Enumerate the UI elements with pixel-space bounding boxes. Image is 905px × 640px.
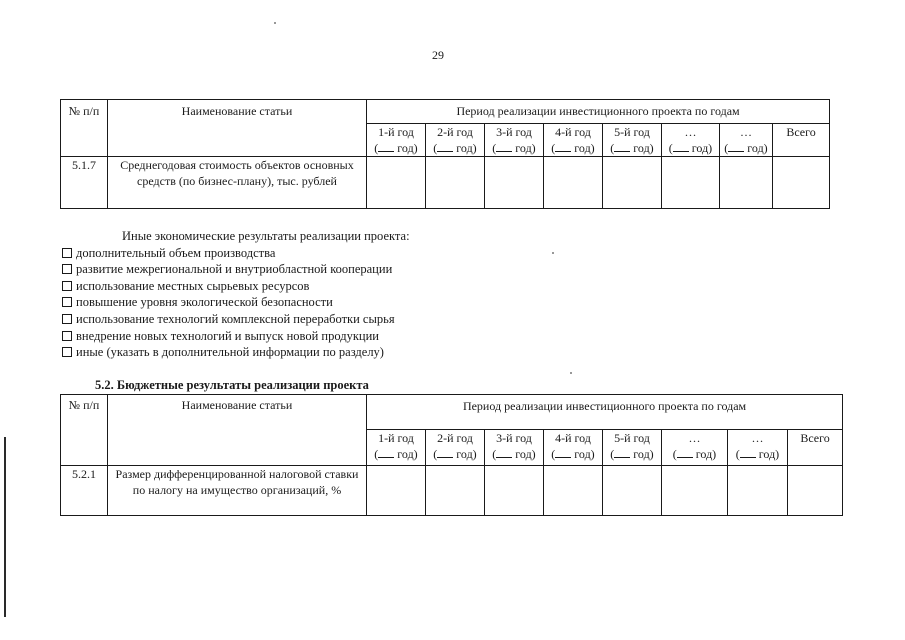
checkbox-item bbox=[62, 294, 410, 311]
data-cell bbox=[603, 466, 662, 516]
year-open: ( bbox=[672, 447, 677, 461]
scan-speck bbox=[274, 22, 276, 24]
year-header bbox=[367, 124, 426, 157]
data-cell bbox=[367, 157, 426, 209]
year-blank bbox=[555, 446, 571, 458]
year-label: … bbox=[684, 125, 697, 139]
year-close: год) bbox=[633, 447, 654, 461]
col-no-header: № п/п bbox=[61, 395, 108, 466]
year-blank bbox=[614, 140, 630, 152]
year-blank bbox=[614, 446, 630, 458]
row-name: Размер дифференцированной налоговой ставки по налогу на имущество организаций, % bbox=[108, 466, 367, 516]
checkbox[interactable] bbox=[62, 347, 72, 357]
year-open: ( bbox=[433, 141, 438, 155]
year-label: 1-й год bbox=[378, 431, 414, 445]
year-open: ( bbox=[610, 141, 615, 155]
year-blank bbox=[378, 140, 394, 152]
total-header: Всего bbox=[788, 430, 843, 466]
year-open: ( bbox=[492, 141, 497, 155]
checkbox-label: дополнительный объем производства bbox=[76, 245, 276, 260]
year-header bbox=[544, 124, 603, 157]
year-header bbox=[720, 124, 773, 157]
year-header bbox=[662, 430, 728, 466]
checkbox-item bbox=[62, 278, 410, 295]
row-name: Среднегодовая стоимость объектов основных средств (по бизнес-плану), тыс. рублей bbox=[108, 157, 367, 209]
checkbox[interactable] bbox=[62, 264, 72, 274]
checkbox-label: внедрение новых технологий и выпуск новой продукции bbox=[76, 328, 379, 343]
total-header: Всего bbox=[773, 124, 830, 157]
scan-margin-line bbox=[4, 437, 6, 617]
year-close: год) bbox=[397, 447, 418, 461]
col-name-header: Наименование статьи bbox=[108, 395, 367, 466]
year-open: ( bbox=[492, 447, 497, 461]
data-cell bbox=[426, 466, 485, 516]
year-open: ( bbox=[551, 447, 556, 461]
year-header bbox=[603, 124, 662, 157]
year-blank bbox=[673, 140, 689, 152]
year-close: год) bbox=[515, 141, 536, 155]
data-cell bbox=[773, 157, 830, 209]
checkbox[interactable] bbox=[62, 297, 72, 307]
col-no-header: № п/п bbox=[61, 100, 108, 157]
year-blank bbox=[378, 446, 394, 458]
year-label: 1-й год bbox=[378, 125, 414, 139]
year-open: ( bbox=[610, 447, 615, 461]
year-header bbox=[728, 430, 788, 466]
year-close: год) bbox=[574, 141, 595, 155]
year-blank bbox=[437, 446, 453, 458]
section-title: 5.2. Бюджетные результаты реализации проекта bbox=[95, 378, 369, 392]
year-label: 5-й год bbox=[614, 431, 650, 445]
data-cell bbox=[720, 157, 773, 209]
checkbox[interactable] bbox=[62, 281, 72, 291]
checkbox[interactable] bbox=[62, 248, 72, 258]
checkbox-label: развитие межрегиональной и внутриобластной кооперации bbox=[76, 262, 393, 277]
investment-period-table-1 bbox=[60, 99, 830, 209]
year-open: ( bbox=[724, 141, 729, 155]
year-blank bbox=[437, 140, 453, 152]
data-cell bbox=[728, 466, 788, 516]
year-header bbox=[544, 430, 603, 466]
year-label: 4-й год bbox=[555, 431, 591, 445]
year-blank bbox=[677, 446, 693, 458]
data-cell bbox=[367, 466, 426, 516]
year-blank bbox=[740, 446, 756, 458]
year-blank bbox=[555, 140, 571, 152]
checkbox-item bbox=[62, 261, 410, 278]
checkbox-label: иные (указать в дополнительной информации по разделу) bbox=[76, 345, 384, 360]
year-label: … bbox=[688, 431, 701, 445]
year-close: год) bbox=[758, 447, 780, 461]
year-open: ( bbox=[668, 141, 673, 155]
data-cell bbox=[485, 466, 544, 516]
data-cell bbox=[788, 466, 843, 516]
period-header: Период реализации инвестиционного проекта по годам bbox=[367, 100, 830, 124]
year-label: 2-й год bbox=[437, 431, 473, 445]
year-close: год) bbox=[574, 447, 595, 461]
col-name-header: Наименование статьи bbox=[108, 100, 367, 157]
year-open: ( bbox=[374, 141, 379, 155]
year-header bbox=[485, 430, 544, 466]
year-close: год) bbox=[456, 141, 477, 155]
checkbox-label: использование технологий комплексной переработки сырья bbox=[76, 311, 395, 326]
page-number: 29 bbox=[432, 48, 444, 62]
scan-speck bbox=[552, 252, 554, 254]
other-results-title: Иные экономические результаты реализации проекта: bbox=[122, 229, 410, 243]
year-close: год) bbox=[695, 447, 717, 461]
year-label: 3-й год bbox=[496, 431, 532, 445]
data-cell bbox=[662, 466, 728, 516]
investment-period-table-2 bbox=[60, 394, 843, 516]
year-blank bbox=[728, 140, 744, 152]
year-close: год) bbox=[397, 141, 418, 155]
checkbox-label: использование местных сырьевых ресурсов bbox=[76, 278, 310, 293]
year-open: ( bbox=[551, 141, 556, 155]
data-cell bbox=[603, 157, 662, 209]
checkbox[interactable] bbox=[62, 331, 72, 341]
year-blank bbox=[496, 140, 512, 152]
row-number: 5.2.1 bbox=[61, 466, 108, 516]
year-label: 2-й год bbox=[437, 125, 473, 139]
year-header bbox=[662, 124, 720, 157]
year-close: год) bbox=[747, 141, 768, 155]
data-cell bbox=[544, 157, 603, 209]
year-open: ( bbox=[433, 447, 438, 461]
checkbox-item bbox=[62, 311, 410, 328]
year-label: … bbox=[751, 431, 764, 445]
period-header: Период реализации инвестиционного проекта по годам bbox=[367, 395, 843, 430]
year-close: год) bbox=[633, 141, 654, 155]
data-cell bbox=[426, 157, 485, 209]
year-open: ( bbox=[735, 447, 740, 461]
year-label: … bbox=[740, 125, 752, 139]
checkbox-item bbox=[62, 245, 410, 262]
scan-speck bbox=[570, 372, 572, 374]
year-label: 4-й год bbox=[555, 125, 591, 139]
checkbox[interactable] bbox=[62, 314, 72, 324]
year-header bbox=[426, 124, 485, 157]
data-cell bbox=[662, 157, 720, 209]
year-header bbox=[485, 124, 544, 157]
other-results-block bbox=[62, 228, 410, 361]
year-header bbox=[426, 430, 485, 466]
data-cell bbox=[544, 466, 603, 516]
year-close: год) bbox=[691, 141, 713, 155]
year-header bbox=[603, 430, 662, 466]
year-label: 5-й год bbox=[614, 125, 650, 139]
year-close: год) bbox=[515, 447, 536, 461]
year-header bbox=[367, 430, 426, 466]
checkbox-item bbox=[62, 328, 410, 345]
data-cell bbox=[485, 157, 544, 209]
checkbox-label: повышение уровня экологической безопасности bbox=[76, 295, 333, 310]
row-number: 5.1.7 bbox=[61, 157, 108, 209]
year-close: год) bbox=[456, 447, 477, 461]
year-open: ( bbox=[374, 447, 379, 461]
year-blank bbox=[496, 446, 512, 458]
checkbox-item bbox=[62, 344, 410, 361]
year-label: 3-й год bbox=[496, 125, 532, 139]
